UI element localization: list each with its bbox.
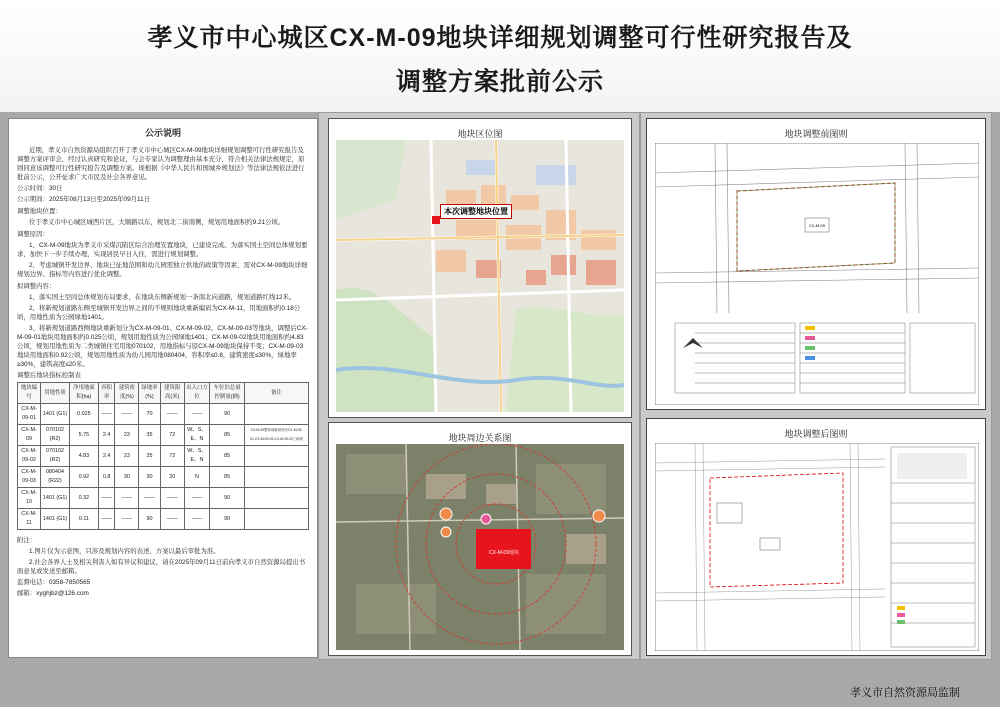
table-cell: 0.8 [98, 467, 115, 488]
table-header-cell: 建筑密度(%) [115, 383, 139, 404]
note-2: 2.社会各界人士及相关利害人如有异议和建议，请在2025年09月11日前向孝义市自然资源局提出书面意见或发送至邮箱。 [17, 559, 306, 575]
before-plan-drawing [655, 143, 979, 405]
location-map [336, 140, 624, 412]
site-area [476, 529, 531, 569]
table-cell: 23 [115, 425, 139, 446]
phone: 监督电话：0358-7850565 [17, 579, 91, 586]
table-cell: CX-M-09-01 [18, 404, 41, 425]
table-cell: —— [98, 488, 115, 509]
notice-heading: 公示说明 [144, 128, 181, 138]
table-header-cell: 备注 [245, 383, 309, 404]
table-cell: —— [98, 509, 115, 530]
notes-title: 附注： [17, 537, 37, 544]
table-cell: 35 [139, 446, 160, 467]
before-plan-card [646, 118, 986, 410]
location-map-drawing [336, 140, 624, 412]
table-cell [245, 404, 309, 425]
location-label: 本次调整地块位置 [440, 204, 512, 219]
table-cell: 2.4 [98, 425, 115, 446]
table-cell: W、S、E、N [184, 425, 209, 446]
surrounding-map-caption: 地块周边关系图 [448, 433, 512, 443]
table-cell [245, 467, 309, 488]
table-cell: CX-M-10 [18, 488, 41, 509]
content-2: 2、将新规划道路东侧至城镇开发边界之间的不规则地块重新编码为CX-M-11，用地面积约0.18公顷，用地性质为公园绿地1401。 [17, 305, 301, 321]
notice-dates: 公示期间：2025年08月13日至2025年09月11日 [17, 196, 151, 203]
table-cell: 0.025 [69, 404, 98, 425]
content-3: 3、将新规划道路西侧地块重新划分为CX-M-09-01、CX-M-09-02、CX-M-09-03等地块，调整后CX-M-09-01地块用地面积约0.025公顷，规划用地性质为公园绿地1401；CX-M-09-02地块用地面积约4.83公顷，规划用地性质为二类城镇住宅用地070102，用地指标与原CX-M-09地块保持不变；CX-M-09-03地块用地面积0.92公顷，规划用地性质为幼儿园用地080404，容积率≤0.8，建筑密度≤30%，绿地率≥30%，建筑高度≤20米。 [17, 325, 308, 368]
table-header-cell: 绿地率(%) [139, 383, 160, 404]
table-body [18, 404, 309, 530]
table-cell: 30 [115, 467, 139, 488]
table-cell [245, 446, 309, 467]
location-text: 位于孝义市中心城区城西片区，大顺路以东，规划北二街南侧，规划用地面积约9.21公顷。 [29, 219, 285, 226]
table-cell: —— [98, 404, 115, 425]
table-cell: CX-M-09整体被新规划为CX-M-09-01,CX-M-09-02,CX-M-09-03三地块 [245, 425, 309, 446]
table-row [18, 467, 309, 488]
table-cell: 23 [115, 446, 139, 467]
site-marker [432, 216, 440, 224]
table-cell: —— [139, 488, 160, 509]
table-row [18, 404, 309, 425]
table-title: 调整后地块指标控制表 [17, 372, 81, 379]
table-header-cell: 出入口方位 [184, 383, 209, 404]
before-plan-caption: 地块调整前图则 [784, 129, 848, 139]
index-table [17, 382, 309, 530]
table-cell: CX-M-09 [18, 425, 41, 446]
table-cell: —— [184, 488, 209, 509]
location-title: 调整地块位置： [17, 208, 62, 215]
table-cell: 0.92 [69, 467, 98, 488]
after-plan-drawing [655, 443, 979, 651]
table-cell: W、S、E、N [184, 446, 209, 467]
table-cell: 90 [210, 404, 245, 425]
table-header-cell: 建筑限高(米) [160, 383, 184, 404]
table-cell: 30 [139, 467, 160, 488]
table-cell: —— [184, 509, 209, 530]
table-row [18, 509, 309, 530]
table-cell: 85 [210, 425, 245, 446]
after-plan-caption: 地块调整后图则 [784, 429, 848, 439]
after-plan-card [646, 418, 986, 656]
table-row [18, 425, 309, 446]
table-cell: 0.11 [69, 509, 98, 530]
table-cell: 2.4 [98, 446, 115, 467]
table-cell: —— [115, 509, 139, 530]
poi-marker [440, 508, 452, 520]
surrounding-map-drawing [336, 444, 624, 650]
table-header-cell: 车位泊总量控制量(辆) [210, 383, 245, 404]
poi-marker [441, 527, 451, 537]
poi-marker [593, 510, 605, 522]
table-row [18, 488, 309, 509]
table-header-cell: 容积率 [98, 383, 115, 404]
table-cell: —— [115, 404, 139, 425]
table-cell: 5.75 [69, 425, 98, 446]
reason-2: 2、考虑城镇开发边界、地块已征地范围和幼儿园需独立供地的政策等因素，需对CX-M-09地块详细规划边界、指标等内容进行优化调整。 [17, 262, 308, 278]
table-cell: 070102 (R2) [41, 446, 70, 467]
table-cell: 4.83 [69, 446, 98, 467]
table-cell: —— [160, 404, 184, 425]
table-cell: —— [184, 404, 209, 425]
notice-intro: 近期，孝义市自然资源局组织召开了孝义市中心城区CX-M-09地块详细规划调整可行性研究报告及调整方案评审会，经过认真研究和论证，与会专家认为调整理由基本充分，符合相关法律法规规定，原则同意该调整可行性研究报告及调整方案。现根据《中华人民共和国城乡规划法》等法律法规依法进行批前公示，公开征求广大市民及社会各界意见。 [17, 147, 305, 181]
notice-period: 公示时间：30日 [17, 185, 63, 192]
notice-panel [8, 118, 318, 658]
content-title: 拟调整内容： [17, 283, 56, 290]
footer [0, 660, 1000, 707]
table-row [18, 446, 309, 467]
poi-marker [481, 514, 491, 524]
table-cell: 72 [160, 425, 184, 446]
table-cell: N [184, 467, 209, 488]
aerial-site-label: CX-M-09地块 [488, 550, 520, 556]
reason-1: 1、CX-M-09地块为孝义市采煤沉陷区综合治理安置地块，已建设完成。为落实国土空间总体规划要求，加快下一步手续办理，实现居民早日入住，需进行规划调整。 [17, 242, 308, 258]
table-cell: —— [160, 509, 184, 530]
table-cell: CX-M-09-03 [18, 467, 41, 488]
table-cell: 20 [160, 467, 184, 488]
table-header-cell: 地块编号 [18, 383, 41, 404]
table-cell: CX-M-09-02 [18, 446, 41, 467]
location-map-caption: 地块区位图 [457, 129, 503, 139]
footer-sign: 孝义市自然资源局监制 [850, 687, 960, 699]
table-cell: 85 [210, 446, 245, 467]
reason-title: 调整原因： [17, 231, 49, 238]
table-cell: 85 [210, 467, 245, 488]
table-cell: —— [115, 488, 139, 509]
table-cell: 70 [139, 404, 160, 425]
table-cell: 1401 (G1) [41, 509, 70, 530]
table-cell: 72 [160, 446, 184, 467]
table-header-cell: 净用地面积(ha) [69, 383, 98, 404]
note-1: 1.图片仅为示意图，只涉及规划内容的表述，方案以最后审批为准。 [29, 548, 220, 555]
table-cell: CX-M-11 [18, 509, 41, 530]
table-cell: 0.32 [69, 488, 98, 509]
surrounding-map [336, 444, 624, 650]
table-cell [245, 509, 309, 530]
page-title-line2: 调整方案批前公示 [395, 68, 604, 96]
before-block-label: CX-M-09 [808, 223, 826, 228]
table-cell: 1401 (G1) [41, 404, 70, 425]
table-cell: 90 [210, 509, 245, 530]
table-cell: 90 [210, 488, 245, 509]
table-cell: 1401 (G1) [41, 488, 70, 509]
title-band [0, 0, 1000, 112]
page-title-line1: 孝义市中心城区CX-M-09地块详细规划调整可行性研究报告及 [147, 24, 853, 52]
table-header-cell: 用地性质 [41, 383, 70, 404]
table-cell [245, 488, 309, 509]
table-header-row [18, 383, 309, 404]
content-1: 1、落实国土空间总体规划布局要求，在地块东侧新规划一条南北向道路，规划道路红线12米。 [29, 294, 296, 301]
table-cell: 070102 (R2) [41, 425, 70, 446]
table-cell: 90 [139, 509, 160, 530]
table-cell: —— [160, 488, 184, 509]
email: 邮箱：xyghjbz@126.com [17, 590, 89, 597]
table-cell: 080404 (R22) [41, 467, 70, 488]
table-cell: 35 [139, 425, 160, 446]
